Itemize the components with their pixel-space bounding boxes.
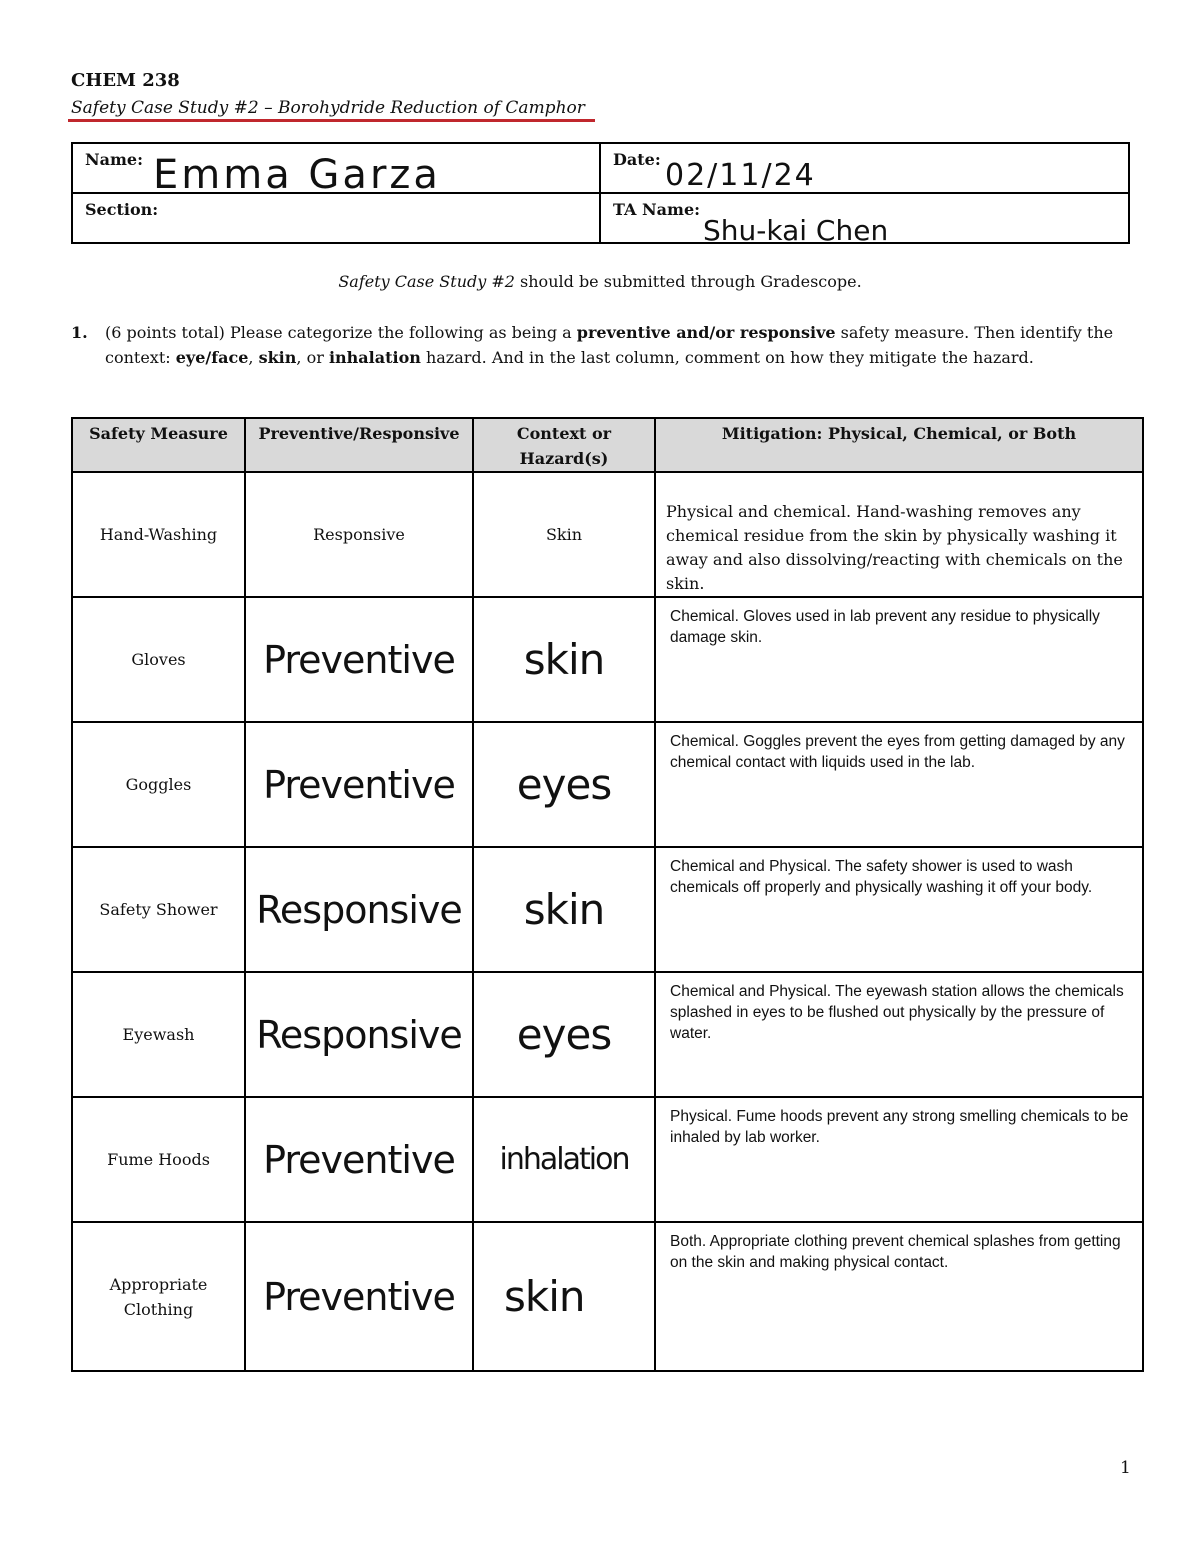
- mitigation-cell: Both. Appropriate clothing prevent chemical splashes from getting on the skin and making physical contact.: [655, 1222, 1143, 1371]
- measure-cell: Eyewash: [72, 972, 245, 1097]
- context-cell: skin: [473, 597, 655, 722]
- measure-cell: Safety Shower: [72, 847, 245, 972]
- context-cell: eyes: [473, 722, 655, 847]
- date-value: 02/11/24: [665, 158, 816, 193]
- header-safety-measure: Safety Measure: [72, 418, 245, 472]
- table-row: [72, 972, 1143, 1097]
- section-label: Section:: [85, 200, 159, 219]
- measure-cell: Appropriate Clothing: [72, 1222, 245, 1371]
- mitigation-cell: Physical and chemical. Hand-washing removes any chemical residue from the skin by physically washing it away and also dissolving/reacting with chemicals on the skin.: [655, 472, 1143, 597]
- measure-cell: Hand-Washing: [72, 472, 245, 597]
- table-row: [72, 847, 1143, 972]
- submission-note-text: should be submitted through Gradescope.: [514, 272, 862, 291]
- type-cell: Preventive: [245, 1222, 473, 1371]
- header-context: Context or Hazard(s): [473, 418, 655, 472]
- question-number: 1.: [71, 323, 88, 342]
- ta-value: Shu-kai Chen: [703, 214, 889, 247]
- type-cell: Preventive: [245, 1097, 473, 1222]
- type-cell: Responsive: [245, 972, 473, 1097]
- header-preventive-responsive: Preventive/Responsive: [245, 418, 473, 472]
- context-cell: skin: [473, 847, 655, 972]
- document-subtitle: Safety Case Study #2 – Borohydride Reduction of Camphor: [71, 98, 585, 118]
- student-info-table: [71, 142, 1130, 247]
- mitigation-cell: Chemical. Gloves used in lab prevent any residue to physically damage skin.: [655, 597, 1143, 722]
- table-row: [72, 472, 1143, 597]
- measure-cell: Goggles: [72, 722, 245, 847]
- table-row: [72, 597, 1143, 722]
- measure-cell: Fume Hoods: [72, 1097, 245, 1222]
- mitigation-cell: Chemical and Physical. The eyewash station allows the chemicals splashed in eyes to be flushed out physically by the pressure of water.: [655, 972, 1143, 1097]
- date-cell: [600, 143, 1129, 193]
- name-label: Name:: [85, 150, 144, 169]
- table-row: [72, 1222, 1143, 1371]
- table-row: [72, 1097, 1143, 1222]
- page-number: 1: [1120, 1458, 1131, 1478]
- mitigation-cell: Chemical. Goggles prevent the eyes from getting damaged by any chemical contact with liquids used in the lab.: [655, 722, 1143, 847]
- name-cell: [72, 143, 600, 198]
- context-cell: inhalation: [473, 1097, 655, 1222]
- type-cell: Responsive: [245, 847, 473, 972]
- type-cell: Responsive: [245, 472, 473, 597]
- context-cell: Skin: [473, 472, 655, 597]
- measure-cell: Gloves: [72, 597, 245, 722]
- ta-label: TA Name:: [613, 200, 701, 219]
- header-mitigation: Mitigation: Physical, Chemical, or Both: [655, 418, 1143, 472]
- type-cell: Preventive: [245, 597, 473, 722]
- section-cell: [72, 193, 600, 243]
- ta-cell: [600, 193, 1129, 247]
- context-cell: eyes: [473, 972, 655, 1097]
- safety-measures-table: [71, 417, 1144, 1372]
- table-header-row: [72, 418, 1143, 472]
- context-cell: skin: [473, 1222, 655, 1371]
- name-value: Emma Garza: [153, 152, 441, 198]
- course-title: CHEM 238: [71, 70, 180, 91]
- submission-note-italic: Safety Case Study #2: [338, 272, 515, 291]
- subtitle-underline: [68, 119, 595, 122]
- table-row: [72, 722, 1143, 847]
- mitigation-cell: Chemical and Physical. The safety shower is used to wash chemicals off properly and physically washing it off your body.: [655, 847, 1143, 972]
- question-1: [71, 320, 1131, 370]
- question-text: (6 points total) Please categorize the following as being a preventive and/or responsive safety measure. Then identify the context: eye/face, skin, or inhalation hazard. And in the last column, comment on how they mitigate the hazard.: [105, 323, 1114, 367]
- submission-note: [0, 272, 1200, 291]
- date-label: Date:: [613, 150, 661, 169]
- type-cell: Preventive: [245, 722, 473, 847]
- mitigation-cell: Physical. Fume hoods prevent any strong smelling chemicals to be inhaled by lab worker.: [655, 1097, 1143, 1222]
